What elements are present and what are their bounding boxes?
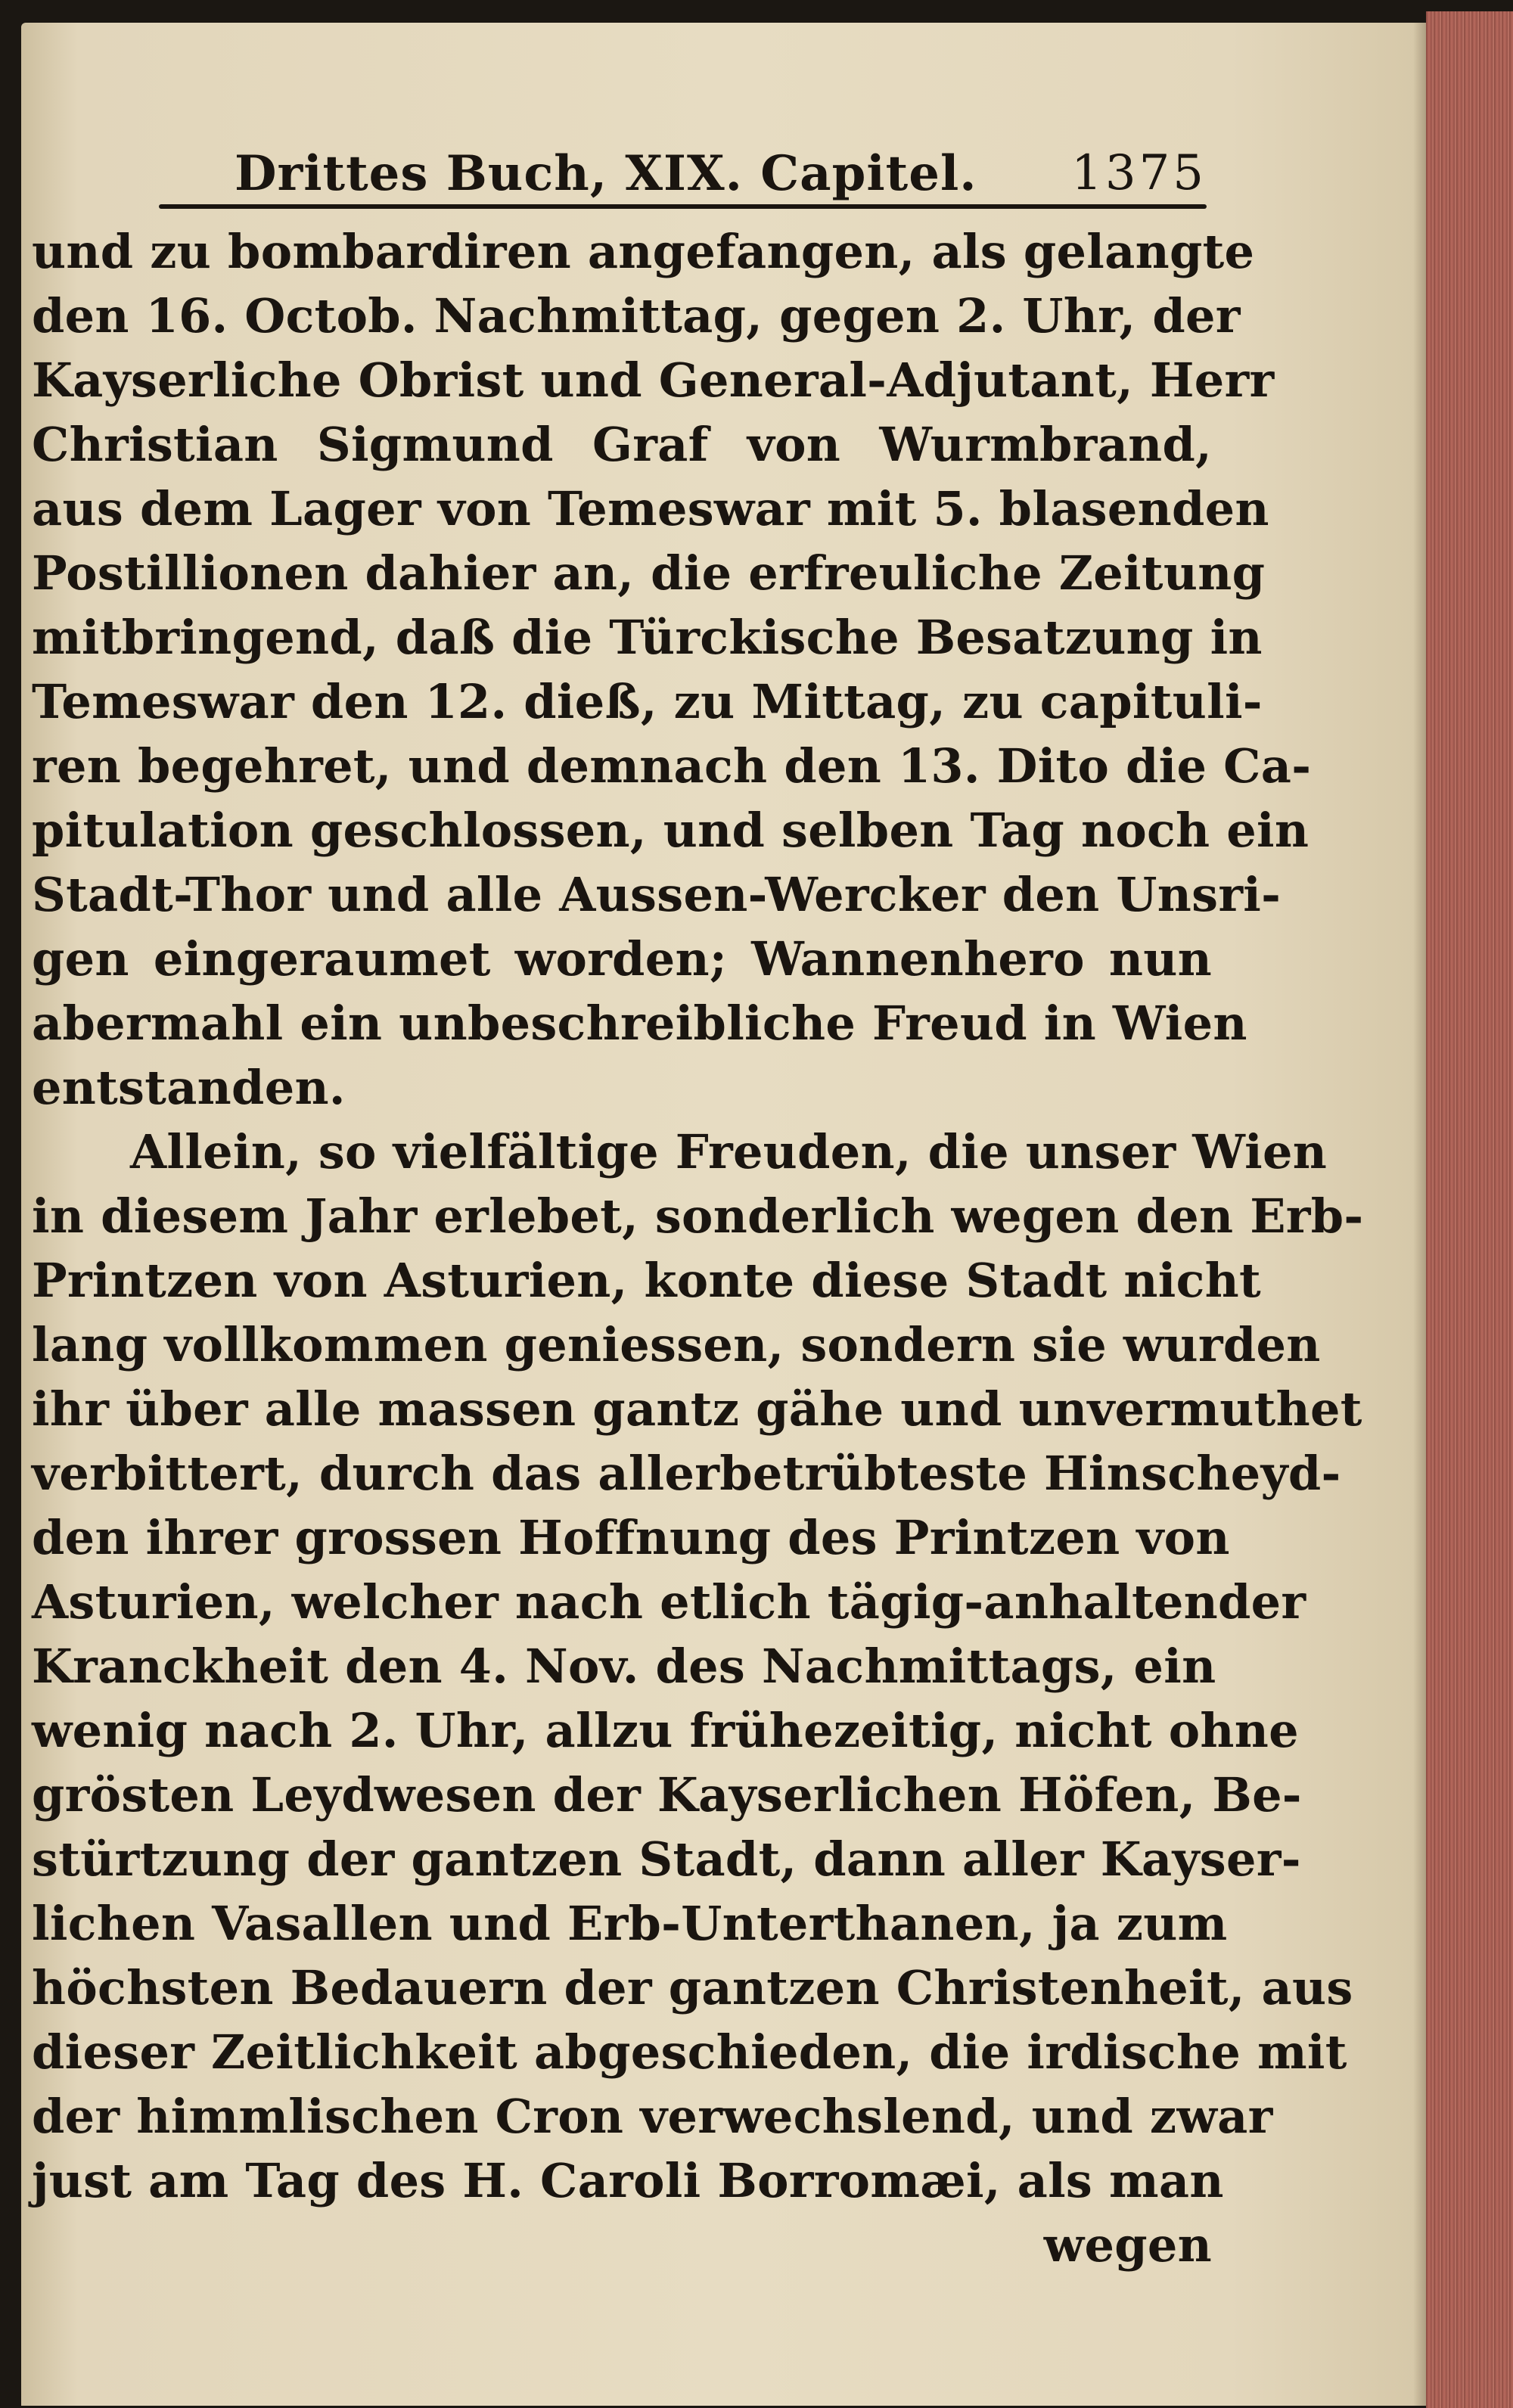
running-title: Drittes Buch, XIX. Capitel.	[235, 145, 977, 202]
text-line: Kayserliche Obrist und General-Adjutant, Herr	[32, 353, 1275, 408]
running-header	[159, 145, 1207, 206]
text-line: wenig nach 2. Uhr, allzu frühezeitig, nicht ohne	[32, 1703, 1299, 1758]
text-line-paragraph-start: Allein, so vielfältige Freuden, die unser Wien	[130, 1124, 1328, 1179]
text-line: den 16. Octob. Nachmittag, gegen 2. Uhr, der	[32, 288, 1241, 343]
text-line: Asturien, welcher nach etlich tägig-anhaltender	[32, 1574, 1306, 1630]
text-line: ihr über alle massen gantz gähe und unvermuthet	[32, 1381, 1362, 1437]
body-text	[32, 219, 1364, 2277]
text-line: lang vollkommen geniessen, sondern sie wurden	[32, 1317, 1321, 1372]
book-fore-edge	[1426, 11, 1513, 2408]
header-rule	[159, 204, 1207, 209]
text-line: Kranckheit den 4. Nov. des Nachmittags, ein	[32, 1639, 1216, 1694]
text-line: Stadt-Thor und alle Aussen-Wercker den Unsri-	[32, 867, 1282, 922]
text-line: und zu bombardiren angefangen, als gelangte	[32, 224, 1255, 279]
text-line: just am Tag des H. Caroli Borromæi, als man	[32, 2153, 1224, 2208]
text-line: verbittert, durch das allerbetrübteste Hinscheyd-	[32, 1446, 1341, 1501]
page-number: 1375	[1071, 145, 1207, 201]
text-line: Christian Sigmund Graf von Wurmbrand,	[32, 417, 1212, 472]
text-line: mitbringend, daß die Türckische Besatzung in	[32, 610, 1263, 665]
text-line: Temeswar den 12. dieß, zu Mittag, zu capituli-	[32, 674, 1263, 729]
text-line: pitulation geschlossen, und selben Tag noch ein	[32, 803, 1310, 858]
text-line: höchsten Bedauern der gantzen Christenheit, aus	[32, 1960, 1353, 2015]
text-line: abermahl ein unbeschreibliche Freud in Wien	[32, 996, 1247, 1051]
text-line: stürtzung der gantzen Stadt, dann aller Kayser-	[32, 1832, 1301, 1887]
text-line: ren begehret, und demnach den 13. Dito die Ca-	[32, 738, 1312, 794]
text-line: den ihrer grossen Hoffnung des Printzen von	[32, 1510, 1230, 1565]
text-line: lichen Vasallen und Erb-Unterthanen, ja zum	[32, 1896, 1228, 1951]
catchword: wegen	[1043, 2217, 1212, 2273]
text-line: dieser Zeitlichkeit abgeschieden, die irdische mit	[32, 2024, 1347, 2080]
text-line: gen eingeraumet worden; Wannenhero nun	[32, 931, 1212, 987]
text-line: grösten Leydwesen der Kayserlichen Höfen, Be-	[32, 1767, 1302, 1822]
text-line: der himmlischen Cron verwechslend, und zwar	[32, 2089, 1273, 2144]
text-line: Postillionen dahier an, die erfreuliche Zeitung	[32, 545, 1266, 601]
text-line: Printzen von Asturien, konte diese Stadt nicht	[32, 1253, 1261, 1308]
text-line: in diesem Jahr erlebet, sonderlich wegen den Erb-	[32, 1188, 1364, 1244]
text-line: aus dem Lager von Temeswar mit 5. blasenden	[32, 481, 1269, 536]
text-line-paragraph-end: entstanden.	[32, 1060, 346, 1115]
